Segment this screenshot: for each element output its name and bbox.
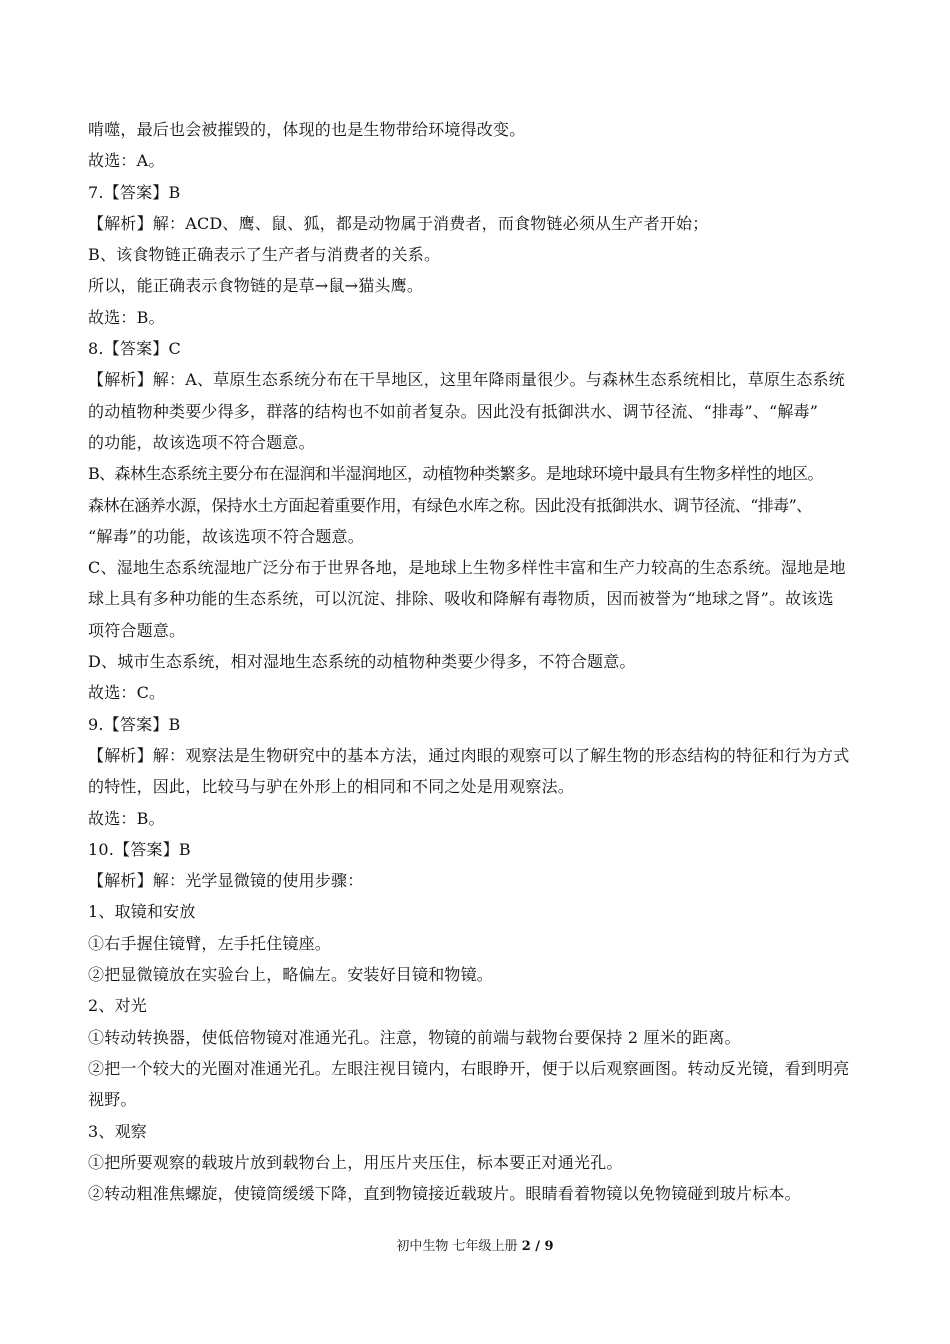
- answer-conclusion: 故选：B。: [88, 307, 165, 327]
- step-item-continued: 视野。: [88, 1090, 137, 1110]
- footer-label: 初中生物 七年级上册: [396, 1239, 518, 1254]
- analysis-line: 【解析】解：ACD、鹰、鼠、狐，都是动物属于消费者，而食物链必须从生产者开始；: [88, 213, 709, 233]
- step-item: ①右手握住镜臂，左手托住镜座。: [88, 933, 332, 953]
- step-item: ②转动粗准焦螺旋，使镜筒缓缓下降，直到物镜接近载玻片。眼睛看着物镜以免物镜碰到玻片标本。: [88, 1184, 801, 1204]
- text-line: “解毒”的功能，故该选项不符合题意。: [88, 526, 364, 546]
- answer-heading-7: 7.【答案】B: [88, 182, 181, 202]
- text-line: 项符合题意。: [88, 620, 186, 640]
- answer-heading-8: 8.【答案】C: [88, 339, 181, 359]
- page-number: 2 / 9: [521, 1239, 554, 1254]
- text-line: D、城市生态系统，相对湿地生态系统的动植物种类要少得多，不符合题意。: [88, 652, 636, 672]
- step-item: ①把所要观察的载玻片放到载物台上，用压片夹压住，标本要正对通光孔。: [88, 1152, 623, 1172]
- analysis-line: 【解析】解：观察法是生物研究中的基本方法，通过肉眼的观察可以了解生物的形态结构的特征和行为方式: [88, 745, 850, 765]
- step-item: ②把显微镜放在实验台上，略偏左。安装好目镜和物镜。: [88, 965, 494, 985]
- document-body: [88, 114, 866, 1209]
- text-line: 森林在涵养水源，保持水土方面起着重要作用，有绿色水库之称。因此没有抵御洪水、调节径流、“排毒”、: [88, 495, 812, 515]
- text-line: B、该食物链正确表示了生产者与消费者的关系。: [88, 245, 441, 265]
- text-line: B、森林生态系统主要分布在湿润和半湿润地区，动植物种类繁多。是地球环境中最具有生物多样性的地区。: [88, 464, 823, 484]
- text-line: 的动植物种类要少得多，群落的结构也不如前者复杂。因此没有抵御洪水、调节径流、“排毒”、“解毒”: [88, 401, 819, 421]
- page-footer: [0, 1238, 950, 1256]
- step-item: ②把一个较大的光圈对准通光孔。左眼注视目镜内，右眼睁开，便于以后观察画图。转动反光镜，看到明亮: [88, 1058, 850, 1078]
- step-heading: 2、对光: [88, 996, 147, 1016]
- text-line: 的特性，因此，比较马与驴在外形上的相同和不同之处是用观察法。: [88, 777, 575, 797]
- step-heading: 3、观察: [88, 1121, 147, 1141]
- step-heading: 1、取镜和安放: [88, 902, 196, 922]
- answer-conclusion: 故选：C。: [88, 683, 166, 703]
- step-item: ①转动转换器，使低倍物镜对准通光孔。注意，物镜的前端与载物台要保持 2 厘米的距离。: [88, 1027, 741, 1047]
- answer-heading-10: 10.【答案】B: [88, 839, 191, 859]
- analysis-line: 【解析】解：光学显微镜的使用步骤：: [88, 871, 364, 891]
- text-line: 所以，能正确表示食物链的是草→鼠→猫头鹰。: [88, 276, 424, 296]
- answer-heading-9: 9.【答案】B: [88, 714, 181, 734]
- text-line: 球上具有多种功能的生态系统，可以沉淀、排除、吸收和降解有毒物质，因而被誉为“地球之肾”。故该选: [88, 589, 834, 609]
- answer-conclusion: 故选：A。: [88, 151, 165, 171]
- analysis-line: 【解析】解：A、草原生态系统分布在干旱地区，这里年降雨量很少。与森林生态系统相比，草原生态系统: [88, 370, 845, 390]
- text-line: C、湿地生态系统湿地广泛分布于世界各地，是地球上生物多样性丰富和生产力较高的生态系统。湿地是地: [88, 558, 846, 578]
- text-line: 啃噬，最后也会被摧毁的，体现的也是生物带给环境得改变。: [88, 120, 526, 139]
- text-line: 的功能，故该选项不符合题意。: [88, 432, 315, 452]
- answer-conclusion: 故选：B。: [88, 808, 165, 828]
